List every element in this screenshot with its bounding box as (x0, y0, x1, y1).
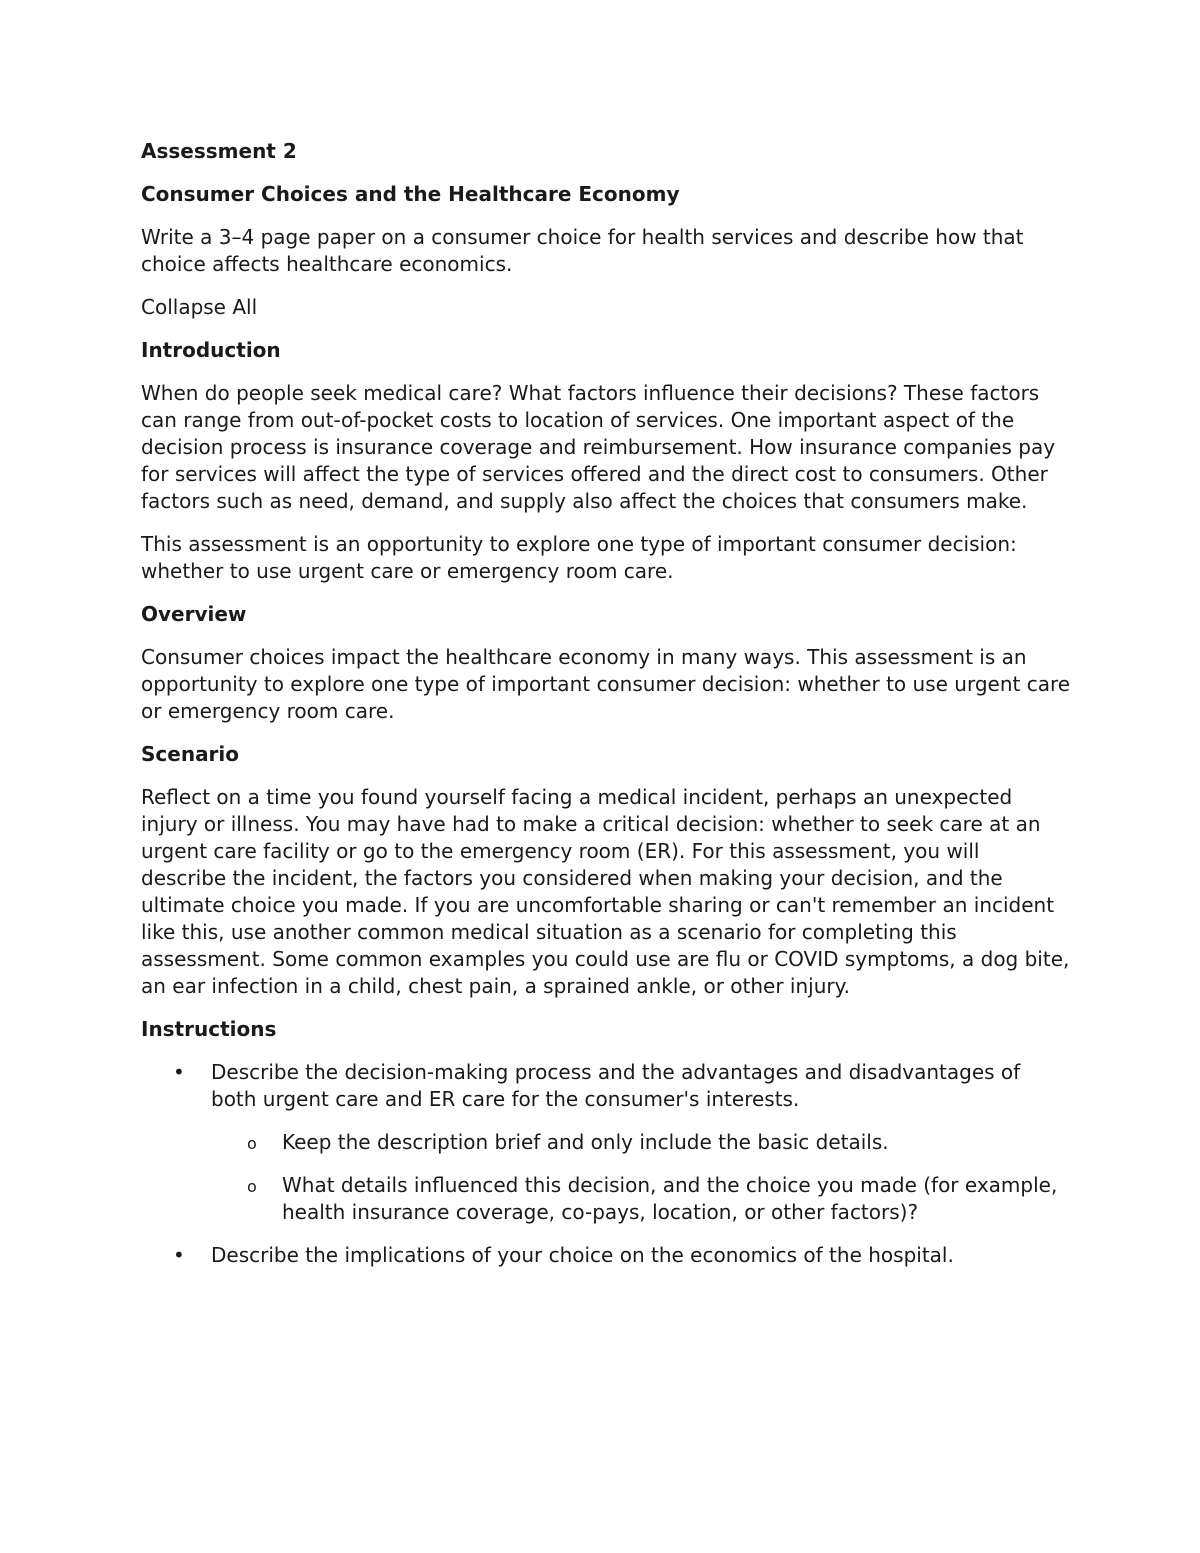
collapse-all-link[interactable]: Collapse All (141, 295, 258, 319)
sub-instruction-text: Keep the description brief and only include the basic details. (282, 1130, 889, 1154)
introduction-paragraph-1: When do people seek medical care? What factors influence their decisions? These factors can range from out-of-pocket costs to location of services. One important aspect of the decision process is insurance coverage and reimbursement. How insurance companies pay for services will affect the type of services offered and the direct cost to consumers. Other factors such as need, demand, and supply also affect the choices that consumers make. (141, 381, 1056, 513)
instruction-text: Describe the implications of your choice on the economics of the hospital. (211, 1243, 954, 1267)
instruction-sub-list (211, 1129, 1071, 1226)
introduction-paragraph-2: This assessment is an opportunity to explore one type of important consumer decision: whether to use urgent care or emergency room care. (141, 532, 1017, 583)
list-item (141, 1242, 1071, 1269)
scenario-paragraph: Reflect on a time you found yourself facing a medical incident, perhaps an unexpected injury or illness. You may have had to make a critical decision: whether to seek care at an urgent care facility or go to the emergency room (ER). For this assessment, you will describe the incident, the factors you considered when making your decision, and the ultimate choice you made. If you are uncomfortable sharing or can't remember an incident like this, use another common medical situation as a scenario for completing this assessment. Some common examples you could use are flu or COVID symptoms, a dog bite, an ear infection in a child, chest pain, a sprained ankle, or other injury. (141, 785, 1070, 998)
scenario-heading: Scenario (141, 742, 240, 766)
bullet-icon: • (173, 1060, 185, 1084)
sub-instruction-text: What details influenced this decision, and the choice you made (for example, health insurance coverage, co-pays, location, or other factors)? (282, 1173, 1058, 1224)
list-item (211, 1129, 1071, 1156)
assessment-label: Assessment 2 (141, 139, 297, 163)
page-title: Consumer Choices and the Healthcare Economy (141, 182, 680, 206)
list-item (211, 1172, 1071, 1226)
instructions-list (141, 1059, 1071, 1269)
assignment-summary: Write a 3–4 page paper on a consumer choice for health services and describe how that choice affects healthcare economics. (141, 225, 1024, 276)
circle-bullet-icon: o (247, 1177, 257, 1196)
overview-heading: Overview (141, 602, 247, 626)
document-page (141, 138, 1071, 1285)
list-item (141, 1059, 1071, 1226)
instruction-text: Describe the decision-making process and the advantages and disadvantages of both urgent care and ER care for the consumer's interests. (211, 1060, 1021, 1111)
instructions-heading: Instructions (141, 1017, 277, 1041)
circle-bullet-icon: o (247, 1134, 257, 1153)
introduction-heading: Introduction (141, 338, 281, 362)
bullet-icon: • (173, 1243, 185, 1267)
overview-paragraph: Consumer choices impact the healthcare economy in many ways. This assessment is an opportunity to explore one type of important consumer decision: whether to use urgent care or emergency room care. (141, 645, 1071, 723)
